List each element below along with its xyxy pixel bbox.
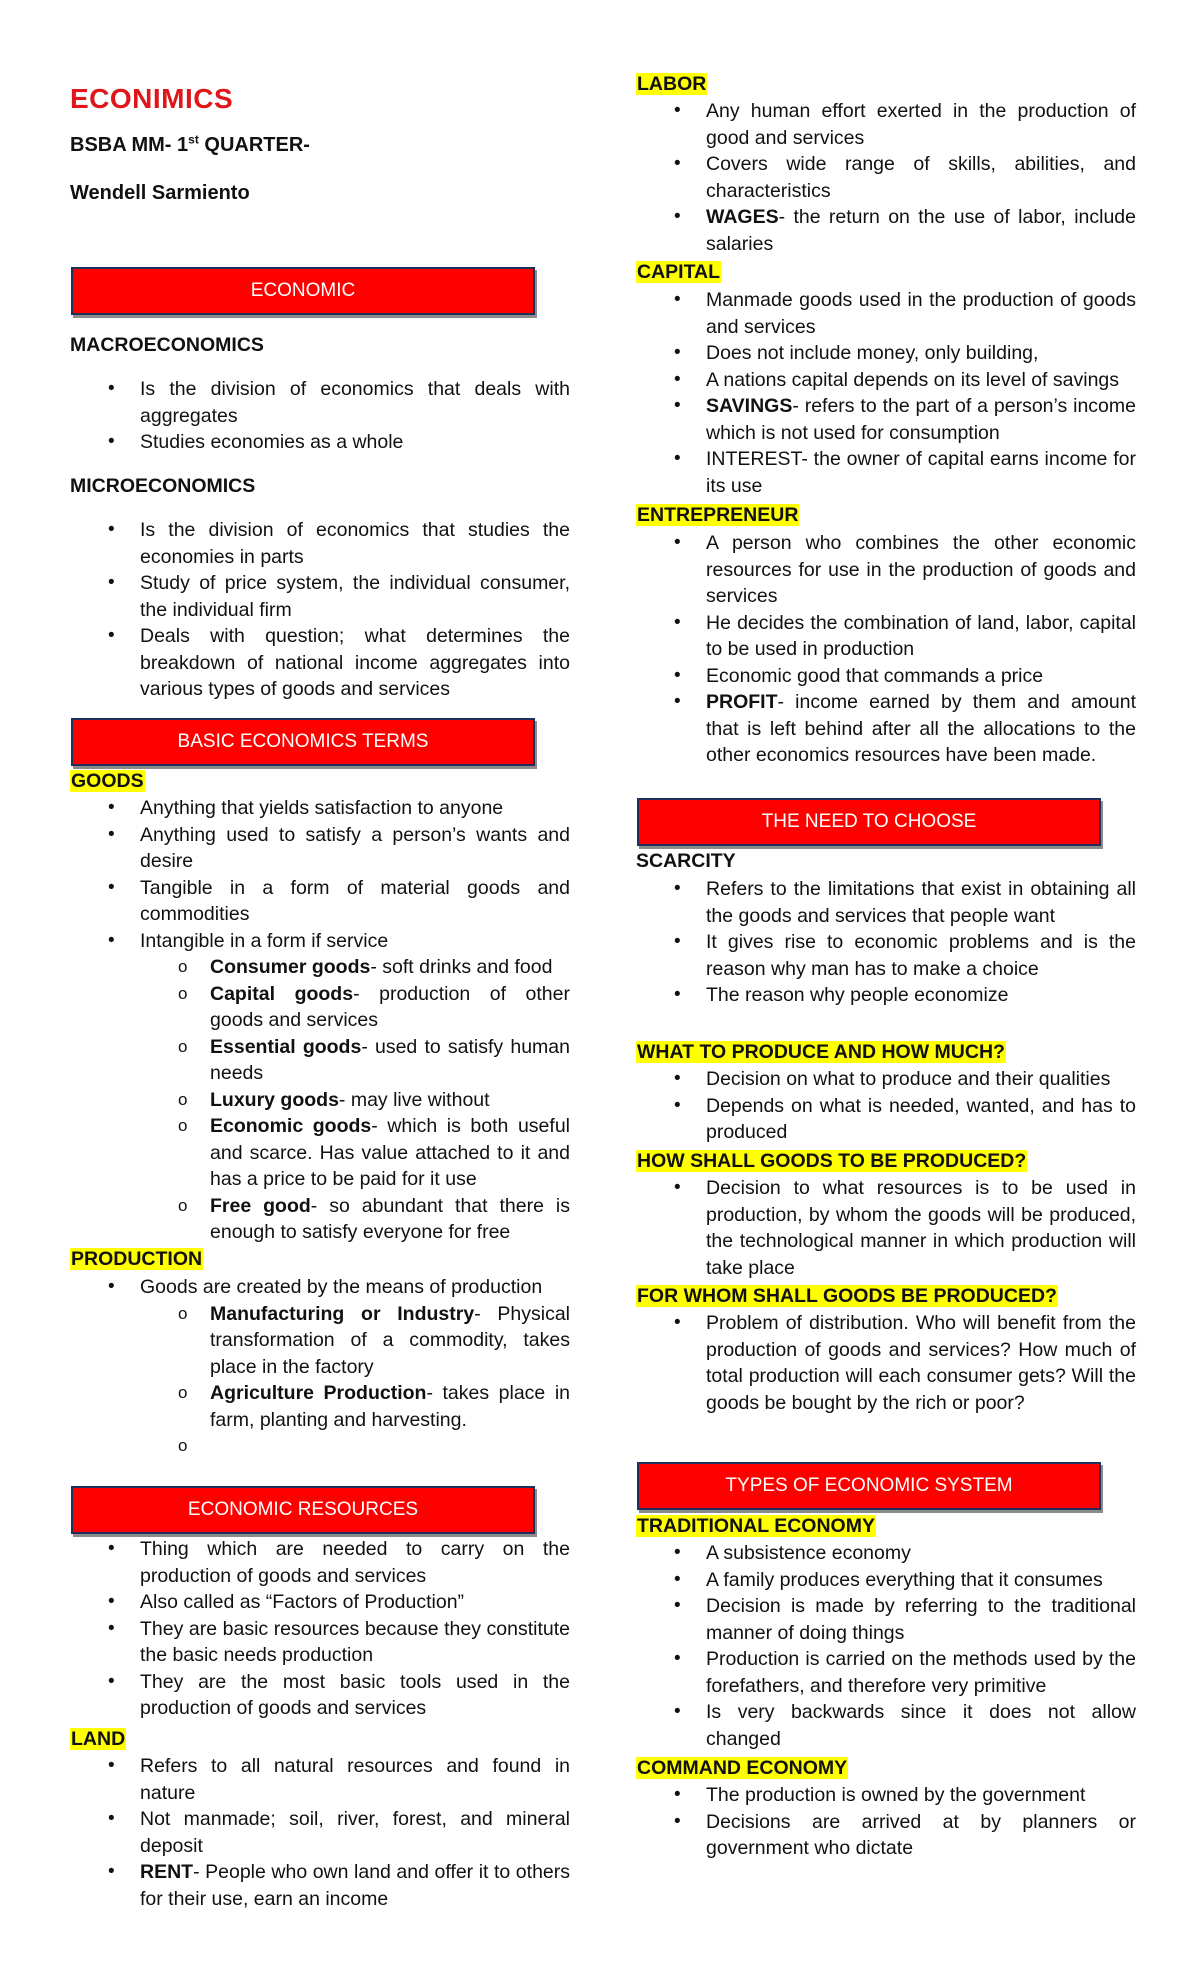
list-item: • They are the most basic tools used in the production of goods and services [70, 1669, 570, 1722]
banner-types-economic-system: TYPES OF ECONOMIC SYSTEM [637, 1462, 1101, 1510]
list-item: • PROFIT- income earned by them and amount that is left behind after all the allocations to the other economics resources have been made. [636, 689, 1136, 769]
resources-list [70, 1536, 570, 1722]
list-item: • A subsistence economy [636, 1540, 1136, 1567]
list-item: • Manmade goods used in the production of goods and services [636, 287, 1136, 340]
list-item: • Depends on what is needed, wanted, and has to produced [636, 1093, 1136, 1146]
list-item: o Luxury goods- may live without [140, 1087, 570, 1114]
banner-economic: ECONOMIC [71, 267, 535, 315]
list-item: o Manufacturing or Industry- Physical transformation of a commodity, takes place in the factory [140, 1301, 570, 1381]
labor-list [636, 98, 1136, 257]
land-heading: LAND [71, 1728, 126, 1750]
list-item: o Economic goods- which is both useful and scarce. Has value attached to it and has a price to be paid for it use [140, 1113, 570, 1193]
production-heading: PRODUCTION [71, 1248, 203, 1270]
list-item: • A nations capital depends on its level of savings [636, 367, 1136, 394]
for-whom-list [636, 1310, 1136, 1416]
list-item: o Consumer goods- soft drinks and food [140, 954, 570, 981]
traditional-economy-list [636, 1540, 1136, 1752]
scarcity-list [636, 876, 1136, 1009]
land-list [70, 1753, 570, 1912]
list-item: o Free good- so abundant that there is enough to satisfy everyone for free [140, 1193, 570, 1246]
what-to-produce-heading: WHAT TO PRODUCE AND HOW MUCH? [637, 1041, 1005, 1063]
banner-economic-resources: ECONOMIC RESOURCES [71, 1486, 535, 1534]
labor-heading: LABOR [637, 73, 707, 95]
author-name: Wendell Sarmiento [70, 182, 250, 204]
document-title: ECONIMICS [70, 83, 234, 114]
capital-heading: CAPITAL [637, 261, 721, 283]
list-item: • Refers to the limitations that exist in obtaining all the goods and services that people want [636, 876, 1136, 929]
list-item: • Economic good that commands a price [636, 663, 1136, 690]
list-item: • Studies economies as a whole [70, 429, 570, 456]
command-economy-heading: COMMAND ECONOMY [637, 1757, 848, 1779]
list-item: • SAVINGS- refers to the part of a person’s income which is not used for consumption [636, 393, 1136, 446]
list-item: • Anything that yields satisfaction to anyone [70, 795, 570, 822]
list-item: • Is the division of economics that studies the economies in parts [70, 517, 570, 570]
microeconomics-heading: MICROECONOMICS [70, 475, 256, 497]
for-whom-heading: FOR WHOM SHALL GOODS BE PRODUCED? [637, 1285, 1057, 1307]
list-item: • They are basic resources because they constitute the basic needs production [70, 1616, 570, 1669]
what-to-produce-list [636, 1066, 1136, 1146]
list-item: o Agriculture Production- takes place in farm, planting and harvesting. [140, 1380, 570, 1433]
list-item: • RENT- People who own land and offer it to others for their use, earn an income [70, 1859, 570, 1912]
command-economy-list [636, 1782, 1136, 1862]
production-list [70, 1274, 570, 1460]
list-item [140, 1433, 570, 1460]
list-item: o Essential goods- used to satisfy human needs [140, 1034, 570, 1087]
microeconomics-list [70, 517, 570, 703]
list-item: • Goods are created by the means of production o Manufacturing or Industry- Physical transformation of a commodity, takes place in the factory o Agriculture Production- takes place in farm, planting and harvesting. o [70, 1274, 570, 1460]
list-item: • Production is carried on the methods used by the forefathers, and therefore very primitive [636, 1646, 1136, 1699]
list-item: • Is very backwards since it does not allow changed [636, 1699, 1136, 1752]
list-item: • Decision on what to produce and their qualities [636, 1066, 1136, 1093]
list-item: • A family produces everything that it consumes [636, 1567, 1136, 1594]
goods-list [70, 795, 570, 1246]
banner-basic-terms: BASIC ECONOMICS TERMS [71, 718, 535, 766]
list-item: • Decision is made by referring to the traditional manner of doing things [636, 1593, 1136, 1646]
list-item: • Covers wide range of skills, abilities, and characteristics [636, 151, 1136, 204]
list-item: • Decisions are arrived at by planners or government who dictate [636, 1809, 1136, 1862]
list-item: • Problem of distribution. Who will benefit from the production of goods and services? How much of total production will each consumer gets? Will the goods be bought by the rich or poor? [636, 1310, 1136, 1416]
goods-sublist [140, 954, 570, 1246]
list-item: • Is the division of economics that deals with aggregates [70, 376, 570, 429]
list-item: • He decides the combination of land, labor, capital to be used in production [636, 610, 1136, 663]
list-item: • INTEREST- the owner of capital earns income for its use [636, 446, 1136, 499]
production-sublist [140, 1301, 570, 1460]
list-item: • The production is owned by the government [636, 1782, 1136, 1809]
list-item: • Study of price system, the individual consumer, the individual firm [70, 570, 570, 623]
macroeconomics-list [70, 376, 570, 456]
list-item: • A person who combines the other economic resources for use in the production of goods and services [636, 530, 1136, 610]
list-item: • Refers to all natural resources and found in nature [70, 1753, 570, 1806]
entrepreneur-list [636, 530, 1136, 769]
list-item: • Thing which are needed to carry on the production of goods and services [70, 1536, 570, 1589]
list-item: • Anything used to satisfy a person’s wants and desire [70, 822, 570, 875]
list-item: • Intangible in a form if service o Consumer goods- soft drinks and food o Capital goods- production of other goods and services o Essential goods- used to satisfy human needs o Luxury goods- may live without o Economic goods- which is both useful and scarce. Has value attached to it and has a price to be paid for it use o Free good- so abundant that there is enough to satisfy everyone for free [70, 928, 570, 1246]
list-item: • Does not include money, only building, [636, 340, 1136, 367]
list-item: • WAGES- the return on the use of labor, include salaries [636, 204, 1136, 257]
list-item: • Decision to what resources is to be used in production, by whom the goods will be produced, the technological manner in which production will take place [636, 1175, 1136, 1281]
list-item: • Any human effort exerted in the production of good and services [636, 98, 1136, 151]
how-produced-list [636, 1175, 1136, 1281]
banner-need-to-choose: THE NEED TO CHOOSE [637, 798, 1101, 846]
capital-list [636, 287, 1136, 499]
scarcity-heading: SCARCITY [636, 850, 736, 872]
entrepreneur-heading: ENTREPRENEUR [637, 504, 799, 526]
list-item: o Capital goods- production of other goods and services [140, 981, 570, 1034]
list-item: • Not manmade; soil, river, forest, and mineral deposit [70, 1806, 570, 1859]
macroeconomics-heading: MACROECONOMICS [70, 334, 264, 356]
list-item: • Deals with question; what determines the breakdown of national income aggregates into various types of goods and services [70, 623, 570, 703]
goods-heading: GOODS [71, 770, 144, 792]
course-line: BSBA MM- 1st QUARTER- [70, 132, 310, 156]
how-produced-heading: HOW SHALL GOODS TO BE PRODUCED? [637, 1150, 1027, 1172]
traditional-economy-heading: TRADITIONAL ECONOMY [637, 1515, 875, 1537]
list-item: • Also called as “Factors of Production” [70, 1589, 570, 1616]
list-item: • Tangible in a form of material goods and commodities [70, 875, 570, 928]
list-item: • The reason why people economize [636, 982, 1136, 1009]
list-item: • It gives rise to economic problems and is the reason why man has to make a choice [636, 929, 1136, 982]
